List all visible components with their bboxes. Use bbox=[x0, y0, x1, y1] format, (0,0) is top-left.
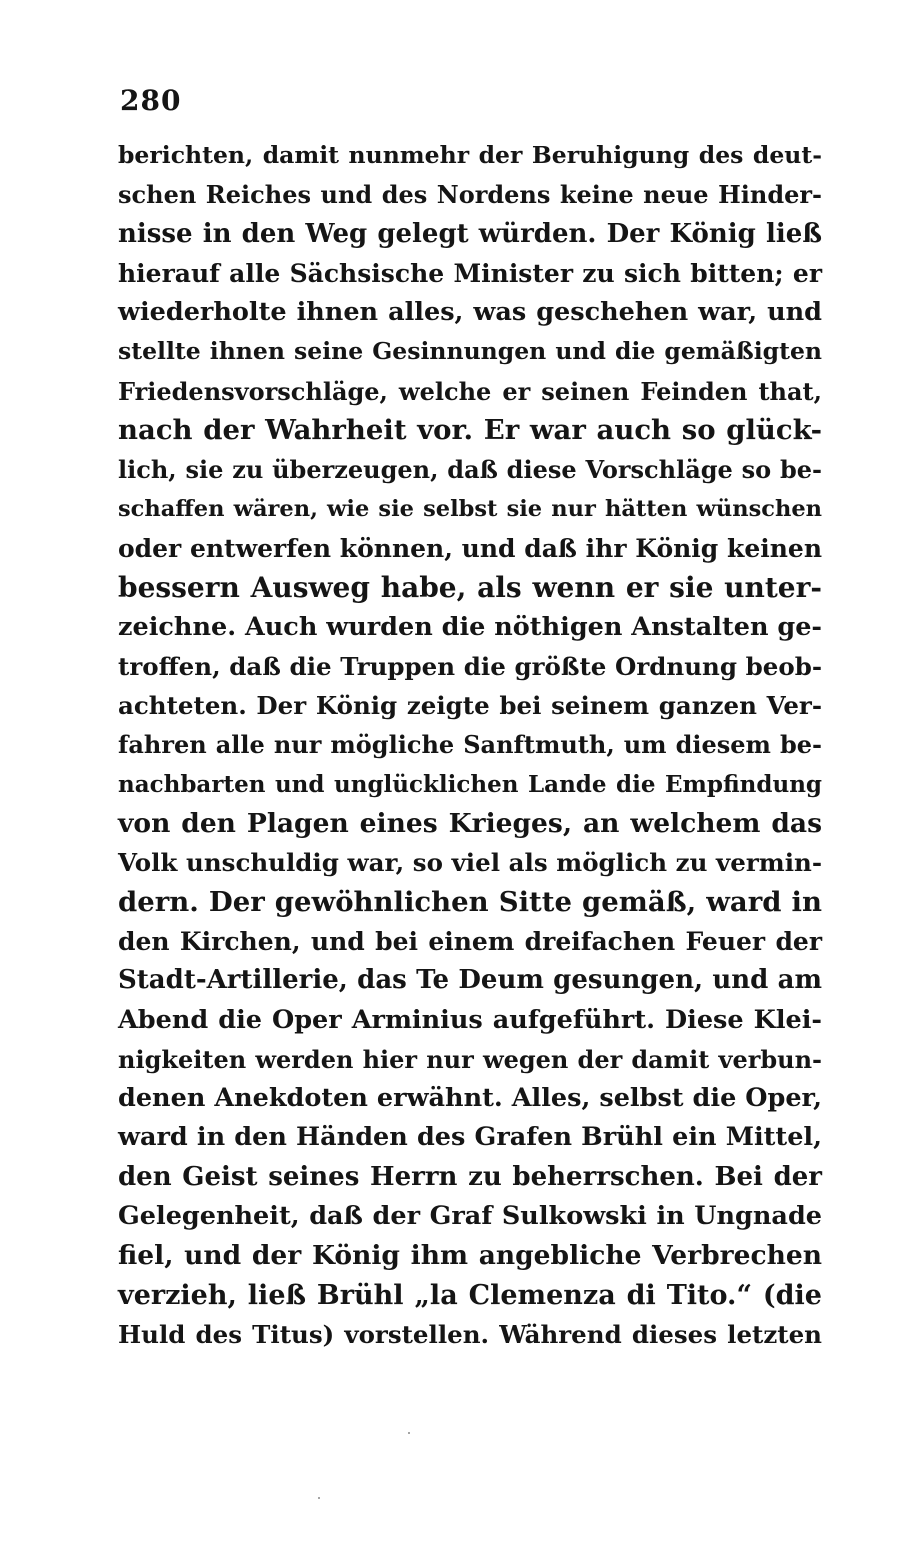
text-line: wiederholte ihnen alles, was geschehen war, und bbox=[118, 297, 822, 328]
text-line: Abend die Oper Arminius aufgeführt. Diese Klei- bbox=[118, 1004, 822, 1035]
text-line: nach der Wahrheit vor. Er war auch so glück- bbox=[118, 414, 822, 447]
text-line: stellte ihnen seine Gesinnungen und die gemäßigten bbox=[118, 337, 822, 366]
text-line: nachbarten und unglücklichen Lande die Empfindung bbox=[118, 770, 822, 798]
text-line: troffen, daß die Truppen die größte Ordnung beob- bbox=[118, 651, 822, 681]
text-line: Volk unschuldig war, so viel als möglich zu vermin- bbox=[118, 848, 822, 878]
text-line: dern. Der gewöhnlichen Sitte gemäß, ward in bbox=[118, 885, 822, 918]
text-line: zeichne. Auch wurden die nöthigen Anstalten ge- bbox=[118, 611, 823, 642]
text-line: den Geist seines Herrn zu beherrschen. Bei der bbox=[118, 1161, 822, 1192]
text-line: Gelegenheit, daß der Graf Sulkowski in Ungnade bbox=[118, 1201, 822, 1232]
text-line: Huld des Titus) vorstellen. Während dieses letzten bbox=[118, 1319, 822, 1349]
text-line: hierauf alle Sächsische Minister zu sich bitten; er bbox=[118, 258, 822, 288]
text-line: bessern Ausweg habe, als wenn er sie unter- bbox=[118, 571, 822, 605]
text-line: ward in den Händen des Grafen Brühl ein Mittel, bbox=[118, 1122, 822, 1153]
text-line: berichten, damit nunmehr der Beruhigung des deut- bbox=[118, 141, 822, 169]
text-line: denen Anekdoten erwähnt. Alles, selbst die Oper, bbox=[118, 1083, 822, 1114]
text-line: Friedensvorschläge, welche er seinen Feinden that, bbox=[118, 376, 822, 406]
text-line: oder entwerfen können, und daß ihr König keinen bbox=[118, 533, 822, 563]
text-line: schaffen wären, wie sie selbst sie nur hätten wünschen bbox=[118, 495, 822, 522]
text-line: lich, sie zu überzeugen, daß diese Vorschläge so be- bbox=[118, 455, 822, 485]
text-line: Stadt-Artillerie, das Te Deum gesungen, und am bbox=[118, 965, 822, 996]
body-text bbox=[118, 136, 822, 1354]
text-line: achteten. Der König zeigte bei seinem ganzen Ver- bbox=[118, 691, 822, 721]
text-line: nisse in den Weg gelegt würden. Der König ließ bbox=[118, 218, 822, 249]
text-line: fiel, und der König ihm angebliche Verbrechen bbox=[118, 1240, 822, 1272]
text-line: von den Plagen eines Krieges, an welchem das bbox=[118, 808, 822, 840]
paper-speck bbox=[318, 1497, 320, 1499]
text-line: schen Reiches und des Nordens keine neue Hinder- bbox=[118, 180, 822, 210]
text-line: fahren alle nur mögliche Sanftmuth, um diesem be- bbox=[118, 730, 822, 760]
paper-speck bbox=[408, 1432, 410, 1434]
text-line: nigkeiten werden hier nur wegen der damit verbun- bbox=[118, 1044, 822, 1074]
text-line: den Kirchen, und bei einem dreifachen Feuer der bbox=[118, 926, 822, 956]
text-line: verzieh, ließ Brühl „la Clemenza di Tito.“ (die bbox=[118, 1279, 822, 1311]
page-number: 280 bbox=[120, 84, 182, 117]
